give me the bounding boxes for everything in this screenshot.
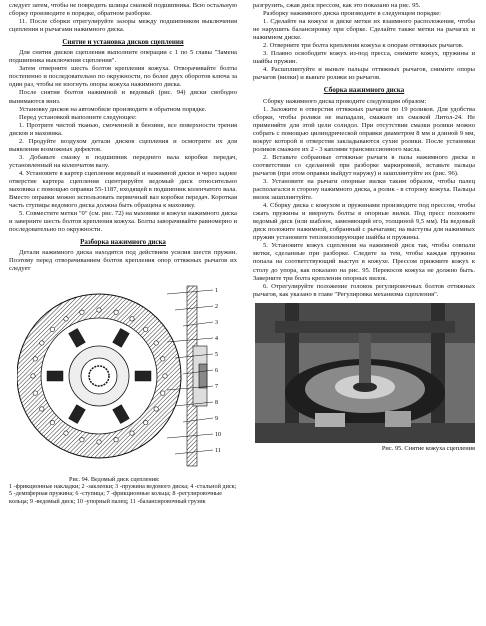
figure-callout-label: 6 <box>215 367 218 374</box>
rivet <box>50 327 54 331</box>
rivet <box>31 373 35 377</box>
paragraph: 1. Сделайте на кожухе и диске метки их взаимного расположения, чтобы не нарушить балансировку при сборке. Сделайте также метки на рычагах и нажимном диске. <box>253 18 475 42</box>
rivet <box>143 420 147 424</box>
figure-callout-label: 5 <box>215 351 218 358</box>
figure-94-caption-body: 1 -фрикционные накладки; 2 -заклепки; 3 -пружина ведомого диска; 4 -стальной диск; 5 -демпферная пружина; 6 -ступица; 7 -фрикционные кольца; 8 -регулировочные кольца; 9 -ведомый диск; 10 -упорный палец; 11 -балансировочный грузик <box>9 482 237 505</box>
paragraph: 3. Плавно освободите кожух из-под пресса, снимите кожух, пружины и шайбы пружин. <box>253 50 475 66</box>
paragraph: Установку дисков на автомобиле производите в обратном порядке. <box>19 105 207 113</box>
figure-94-caption-title: Рис. 94. Ведомый диск сцепления: <box>69 475 160 483</box>
paragraph: 5. Установите кожух сцепления на нажимной диск так, чтобы совпали метки, сделанные при разборке. Следите за тем, чтобы каждая пружина попала на соответствующий выступ в кожухе. Прессом прижмите кожух к столу до упора, как показано на рис. 95. Перекосов кожуха не должно быть. Заверните три болта крепления опорных вилок. <box>253 242 475 282</box>
paragraph: 4. Сборку диска с кожухом и пружинами производите под прессом, чтобы сжать пружины и ввернуть болты в опорные вилки. Под пресс положите ведомый диск (или шаблон, заменяющий его, толщиной 9,5 мм). На ведомый диск положите нажимной, собранный с рычагами; на выступы для нажимных пружин установите теплоизолирующие шайбы и пружины. <box>253 202 475 242</box>
rivet <box>64 316 68 320</box>
clutch-disc-drawing <box>17 276 227 476</box>
paragraph: 4. Установите в картер сцепления ведомый и нажимной диски и через заднее отверстие картера сцепления сцентрируйте ведомый диск относительно маховика с помощью оправки 55-1187, входящей в подшипник коленчатого вала. Вместо оправки можно использовать первичный вал коробки передач. Короткая часть ступицы ведомого диска должна быть обращена к маховику. <box>9 169 237 210</box>
rivet <box>33 390 37 394</box>
rivet <box>130 430 134 434</box>
paragraph: 3. Добавьте смазку в подшипник переднего вала коробки передач, установленный на коленчатом валу. <box>9 153 237 169</box>
damper-spring-window <box>135 371 151 381</box>
paragraph: Для снятия дисков сцепления выполните операции с 1 по 5 главы "Замена подшипника выключения сцепления". <box>9 49 237 65</box>
paragraph: следует затем, чтобы не повредить шлицы смазкой подшипника. Всю остальную сборку производите в порядке, обратном разборке. <box>9 2 237 18</box>
damper-spring-window <box>47 371 63 381</box>
rivet <box>154 340 158 344</box>
paragraph: 2. Отверните три болта крепления кожуха к опорам оттяжных рычагов. <box>263 42 464 50</box>
paragraph: 2. Продуйте воздухом детали дисков сцепления и осмотрите их для выявления возможных дефектов. <box>9 137 237 153</box>
rivet <box>97 439 101 443</box>
paragraph: После снятия болтов нажимной и ведомый (рис. 94) диски свободно вынимаются вниз. <box>9 89 237 105</box>
rivet <box>33 356 37 360</box>
rivet <box>64 430 68 434</box>
figure-94-clutch-disc <box>17 276 227 476</box>
paragraph: 5. Совместите метки "0" (см. рис. 72) на маховике и кожухе нажимного диска и заверните шесть болтов крепления кожуха. Болты заворачивайте равномерно и последовательно по окружности. <box>9 210 237 234</box>
figure-callout-label: 11 <box>215 447 221 454</box>
paragraph: Разборку нажимного диска производите в следующем порядке: <box>263 10 442 18</box>
figure-callout-label: 10 <box>215 431 221 438</box>
rivet <box>80 437 84 441</box>
paragraph: Детали нажимного диска находятся под действием усилия шести пружин. Поэтому перед отворачиванием болтов крепления опор оттяжных рычагов их следует <box>9 249 237 273</box>
paragraph: 1. Заложите в отверстия оттяжных рычагов по 19 роликов. Для удобства сборки, чтобы ролики не выпадали, смажьте их смазкой Литол-24. Не применяйте для этой цели солидол. При отсутствии смазки ролики можно собрать с помощью цилиндрической оправки диаметром 8 мм и длиной 9 мм, вокруг которой в отверстия закладываются сухие ролики. После установки роликов смажьте их 2 - 3 каплями трансмиссионного масла. <box>253 105 475 153</box>
figure-callout-label: 3 <box>215 319 218 326</box>
rivet <box>154 406 158 410</box>
figure-95-caption: Рис. 95. Снятие кожуха сцепления <box>381 444 475 452</box>
paragraph: Перед установкой выполните следующее: <box>19 113 137 121</box>
paragraph: Затем отверните шесть болтов крепления кожуха. Отворачивайте болты постепенно и последовательно по окружности, по более двух оборотов ключа за один раз, чтобы не изогнуть опоры кожуха нажимного диска. <box>9 65 237 89</box>
section-heading: Сборка нажимного диска <box>323 86 405 95</box>
figure-callout-label: 4 <box>215 335 218 342</box>
figure-callout-label: 8 <box>215 399 218 406</box>
rivet <box>97 307 101 311</box>
paragraph: разгрузить, сжав диск прессом, как это показано на рис. 95. <box>253 2 421 9</box>
paragraph: 11. После сборки отрегулируйте зазоры между подшипником выключения сцепления и рычагами нажимного диска. <box>9 18 237 34</box>
paragraph: 3. Установите на рычаги опорные вилки таким образом, чтобы палец располагался в сторону нажимного диска, а ролик - в сторону кожуха. Пальцы вилок зашплинтуйте. <box>253 177 475 202</box>
rivet <box>80 310 84 314</box>
figure-callout-label: 2 <box>215 303 218 310</box>
rivet <box>130 316 134 320</box>
paragraph: 6. Отрегулируйте положение головок регулировочных болтов оттяжных рычагов, как указано в главе "Регулировка механизма сцепления". <box>253 282 475 298</box>
paragraph: 2. Вставьте собранные оттяжные рычаги в пазы нажимного диска в соответствии со сделанной при разборке маркировкой, вставьте пальцы рычагов (при этом оправки выйдут наружу) и зашплинтуйте их (рис. 96). <box>253 153 475 177</box>
rivet <box>161 356 165 360</box>
paragraph: 4. Расшплинтуйте и выньте пальцы оттяжных рычагов, снимите опоры рычагов (вилки) и выньте ролики из рычагов. <box>253 66 475 82</box>
figure-95-press-photo <box>255 303 475 443</box>
paragraph: Сборку нажимного диска проводите следующим образом: <box>263 97 427 105</box>
rivet <box>40 406 44 410</box>
section-heading: Снятие и установка дисков сцепления <box>62 38 184 47</box>
figure-callout-label: 9 <box>215 415 218 422</box>
right-column <box>253 2 475 453</box>
left-column <box>9 2 237 505</box>
rivet <box>50 420 54 424</box>
press-photo-drawing <box>255 303 475 443</box>
rivet <box>114 437 118 441</box>
rivet <box>114 310 118 314</box>
rivet <box>161 390 165 394</box>
figure-callout-label: 1 <box>215 287 218 294</box>
section-heading: Разборка нажимного диска <box>80 238 166 247</box>
rivet <box>163 373 167 377</box>
rivet <box>143 327 147 331</box>
paragraph: 1. Протрите чистой тканью, смоченной в бензине, все поверхности трения дисков и маховика. <box>9 121 237 137</box>
figure-callout-label: 7 <box>215 383 218 390</box>
rivet <box>40 340 44 344</box>
